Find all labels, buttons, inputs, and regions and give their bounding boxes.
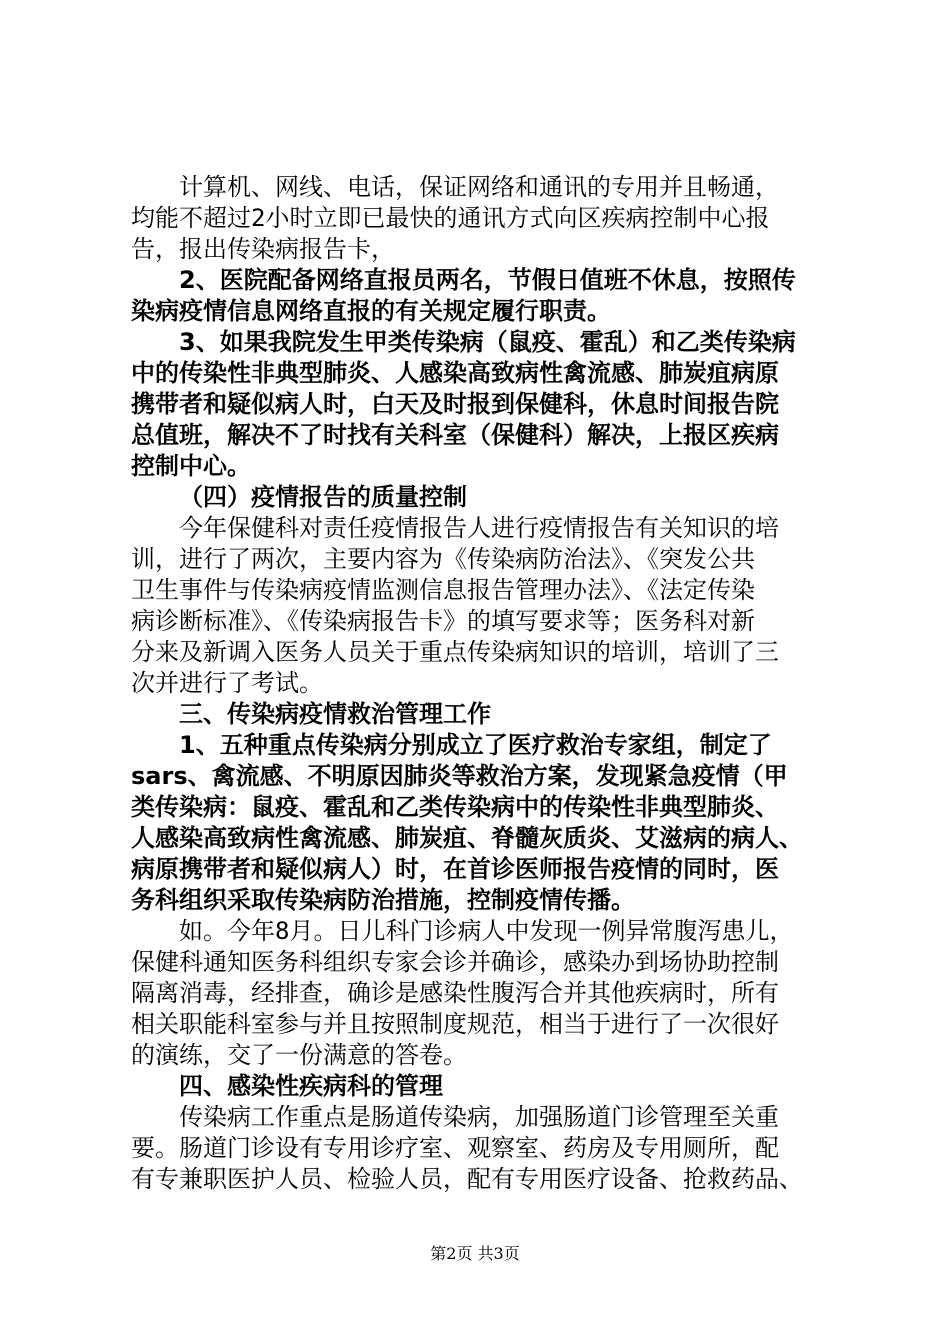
text-line: 控制中心。 — [131, 452, 251, 480]
text-line: 3、如果我院发生甲类传染病（鼠疫、霍乱）和乙类传染病 — [179, 328, 796, 356]
text-line: 携带者和疑似病人时，白天及时报到保健科，休息时间报告院 — [131, 390, 779, 418]
text-line: 相关职能科室参与并且按照制度规范，相当于进行了一次很好 — [131, 1010, 779, 1038]
document-body — [131, 172, 833, 1195]
text-line: 要。肠道门诊设有专用诊疗室、观察室、药房及专用厕所，配 — [131, 1134, 779, 1162]
text-line: 告，报出传染病报告卡， — [131, 235, 395, 263]
text-line: 的演练，交了一份满意的答卷。 — [131, 1041, 467, 1069]
text-line: 1、五种重点传染病分别成立了医疗救治专家组，制定了 — [179, 731, 772, 759]
text-line: 病诊断标准》、《传染病报告卡》的填写要求等；医务科对新 — [131, 607, 755, 635]
text-line: 均能不超过2小时立即已最快的通讯方式向区疾病控制中心报 — [131, 204, 770, 232]
text-line: 总值班，解决不了时找有关科室（保健科）解决，上报区疾病 — [131, 421, 779, 449]
text-line: 病原携带者和疑似病人）时，在首诊医师报告疫情的同时，医 — [131, 855, 779, 883]
page-footer: 第2页 共3页 — [430, 1244, 520, 1263]
text-line: 三、传染病疫情救治管理工作 — [179, 700, 491, 728]
text-line: 如。今年8月。日儿科门诊病人中发现一例异常腹泻患儿， — [179, 917, 794, 945]
text-line: 次并进行了考试。 — [131, 669, 323, 697]
text-line: 训，进行了两次，主要内容为《传染病防治法》、《突发公共 — [131, 545, 755, 573]
text-line: 2、医院配备网络直报员两名，节假日值班不休息，按照传 — [179, 266, 796, 294]
text-line: 有专兼职医护人员、检验人员，配有专用医疗设备、抢救药品、 — [131, 1165, 803, 1193]
text-line: 保健科通知医务科组织专家会诊并确诊，感染办到场协助控制 — [131, 948, 779, 976]
text-line: 分来及新调入医务人员关于重点传染病知识的培训，培训了三 — [131, 638, 779, 666]
text-line: 隔离消毒，经排查，确诊是感染性腹泻合并其他疾病时，所有 — [131, 979, 779, 1007]
text-line: （四）疫情报告的质量控制 — [179, 483, 467, 511]
text-line: 类传染病：鼠疫、霍乱和乙类传染病中的传染性非典型肺炎、 — [131, 793, 779, 821]
text-line: 传染病工作重点是肠道传染病，加强肠道门诊管理至关重 — [179, 1103, 779, 1131]
text-line: 四、感染性疾病科的管理 — [179, 1072, 443, 1100]
text-line: sars、禽流感、不明原因肺炎等救治方案，发现紧急疫情（甲 — [131, 762, 788, 790]
text-line: 染病疫情信息网络直报的有关规定履行职责。 — [131, 297, 611, 325]
text-line: 今年保健科对责任疫情报告人进行疫情报告有关知识的培 — [179, 514, 779, 542]
text-line: 卫生事件与传染病疫情监测信息报告管理办法》、《法定传染 — [131, 576, 755, 604]
text-line: 务科组织采取传染病防治措施，控制疫情传播。 — [131, 886, 635, 914]
text-line: 计算机、网线、电话，保证网络和通讯的专用并且畅通， — [179, 173, 779, 201]
text-line: 中的传染性非典型肺炎、人感染高致病性禽流感、肺炭疽病原 — [131, 359, 779, 387]
text-line: 人感染高致病性禽流感、肺炭疽、脊髓灰质炎、艾滋病的病人、 — [131, 824, 803, 852]
